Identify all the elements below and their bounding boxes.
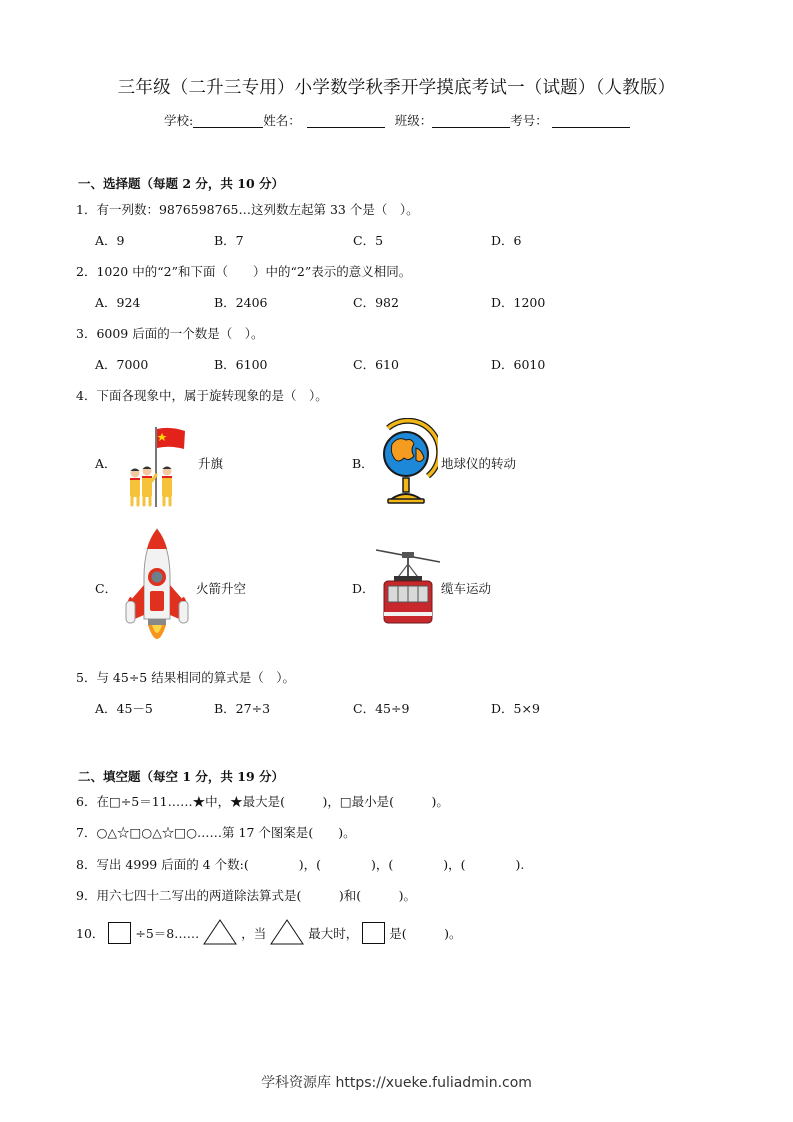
globe-icon (376, 418, 438, 506)
section-heading-fill: 二、填空题（每空 1 分，共 19 分） (78, 769, 285, 784)
option-c[interactable]: C．5 (353, 233, 384, 248)
question-9: 9．用六七四十二写出的两道除法算式是( )和( )。 (76, 888, 416, 903)
option-d-text: 缆车运动 (441, 581, 492, 596)
exam-no-label: 考号： (510, 113, 548, 128)
option-a[interactable]: A．924 (95, 295, 141, 310)
option-c[interactable]: C．610 (353, 357, 399, 372)
question-5: 5．与 45÷5 结果相同的算式是（ ）。 (76, 670, 295, 685)
option-b-text: 地球仪的转动 (441, 456, 517, 471)
option-a[interactable]: A．45－5 (95, 701, 153, 716)
option-a-text: 升旗 (198, 456, 224, 471)
option-d[interactable]: D．6 (491, 233, 522, 248)
square-box-icon (362, 922, 385, 944)
option-d[interactable]: D．5×9 (491, 701, 540, 716)
option-b[interactable]: B．7 (214, 233, 244, 248)
question-4: 4．下面各现象中，属于旋转现象的是（ ）。 (76, 388, 328, 403)
school-label: 学校: (164, 113, 194, 128)
question-10-part4: 是( )。 (389, 926, 462, 941)
question-3: 3．6009 后面的一个数是（ ）。 (76, 326, 264, 341)
question-6: 6．在□÷5＝11……★中，★最大是( )，□最小是( )。 (76, 794, 449, 809)
option-b[interactable]: B．2406 (214, 295, 268, 310)
question-10-number: 10． (76, 926, 105, 941)
rocket-icon (124, 527, 190, 649)
student-info-line (164, 111, 630, 129)
question-10-part3: 最大时， (308, 926, 359, 941)
option-a[interactable]: A．7000 (95, 357, 149, 372)
question-10 (76, 919, 461, 945)
option-a-letter[interactable]: A． (95, 456, 117, 471)
cable-car-icon (376, 546, 440, 626)
option-b-letter[interactable]: B． (352, 456, 374, 471)
question-10-part1: ÷5＝8…… (135, 926, 200, 941)
option-d[interactable]: D．6010 (491, 357, 546, 372)
page-title: 三年级（二升三专用）小学数学秋季开学摸底考试一（试题）（人教版） (117, 78, 676, 98)
square-box-icon (108, 922, 131, 944)
school-blank[interactable] (193, 113, 263, 128)
option-c[interactable]: C．982 (353, 295, 399, 310)
question-10-part2: ，当 (241, 926, 267, 941)
triangle-icon (270, 919, 304, 945)
question-7: 7．○△☆□○△☆□○……第 17 个图案是( )。 (76, 825, 356, 840)
option-c[interactable]: C．45÷9 (353, 701, 410, 716)
option-d-letter[interactable]: D． (352, 581, 375, 596)
class-blank[interactable] (432, 113, 510, 128)
option-c-text: 火箭升空 (196, 581, 247, 596)
option-b[interactable]: B．6100 (214, 357, 268, 372)
name-label: 姓名： (263, 113, 301, 128)
option-c-letter[interactable]: C． (95, 581, 118, 596)
flag-raising-icon (122, 423, 190, 509)
option-d[interactable]: D．1200 (491, 295, 546, 310)
option-a[interactable]: A．9 (95, 233, 125, 248)
class-label: 班级： (394, 113, 433, 128)
name-blank[interactable] (307, 113, 385, 128)
triangle-icon (203, 919, 237, 945)
footer-watermark: 学科资源库 https://xueke.fuliadmin.com (261, 1075, 532, 1091)
question-2: 2．1020 中的“2”和下面（ ）中的“2”表示的意义相同。 (76, 264, 412, 279)
exam-no-blank[interactable] (552, 113, 630, 128)
question-8: 8．写出 4999 后面的 4 个数:( )，( )，( )，( ). (76, 857, 525, 872)
section-heading-choice: 一、选择题（每题 2 分，共 10 分） (78, 176, 285, 191)
option-b[interactable]: B．27÷3 (214, 701, 271, 716)
question-1: 1．有一列数：9876598765…这列数左起第 33 个是（ ）。 (76, 202, 419, 217)
